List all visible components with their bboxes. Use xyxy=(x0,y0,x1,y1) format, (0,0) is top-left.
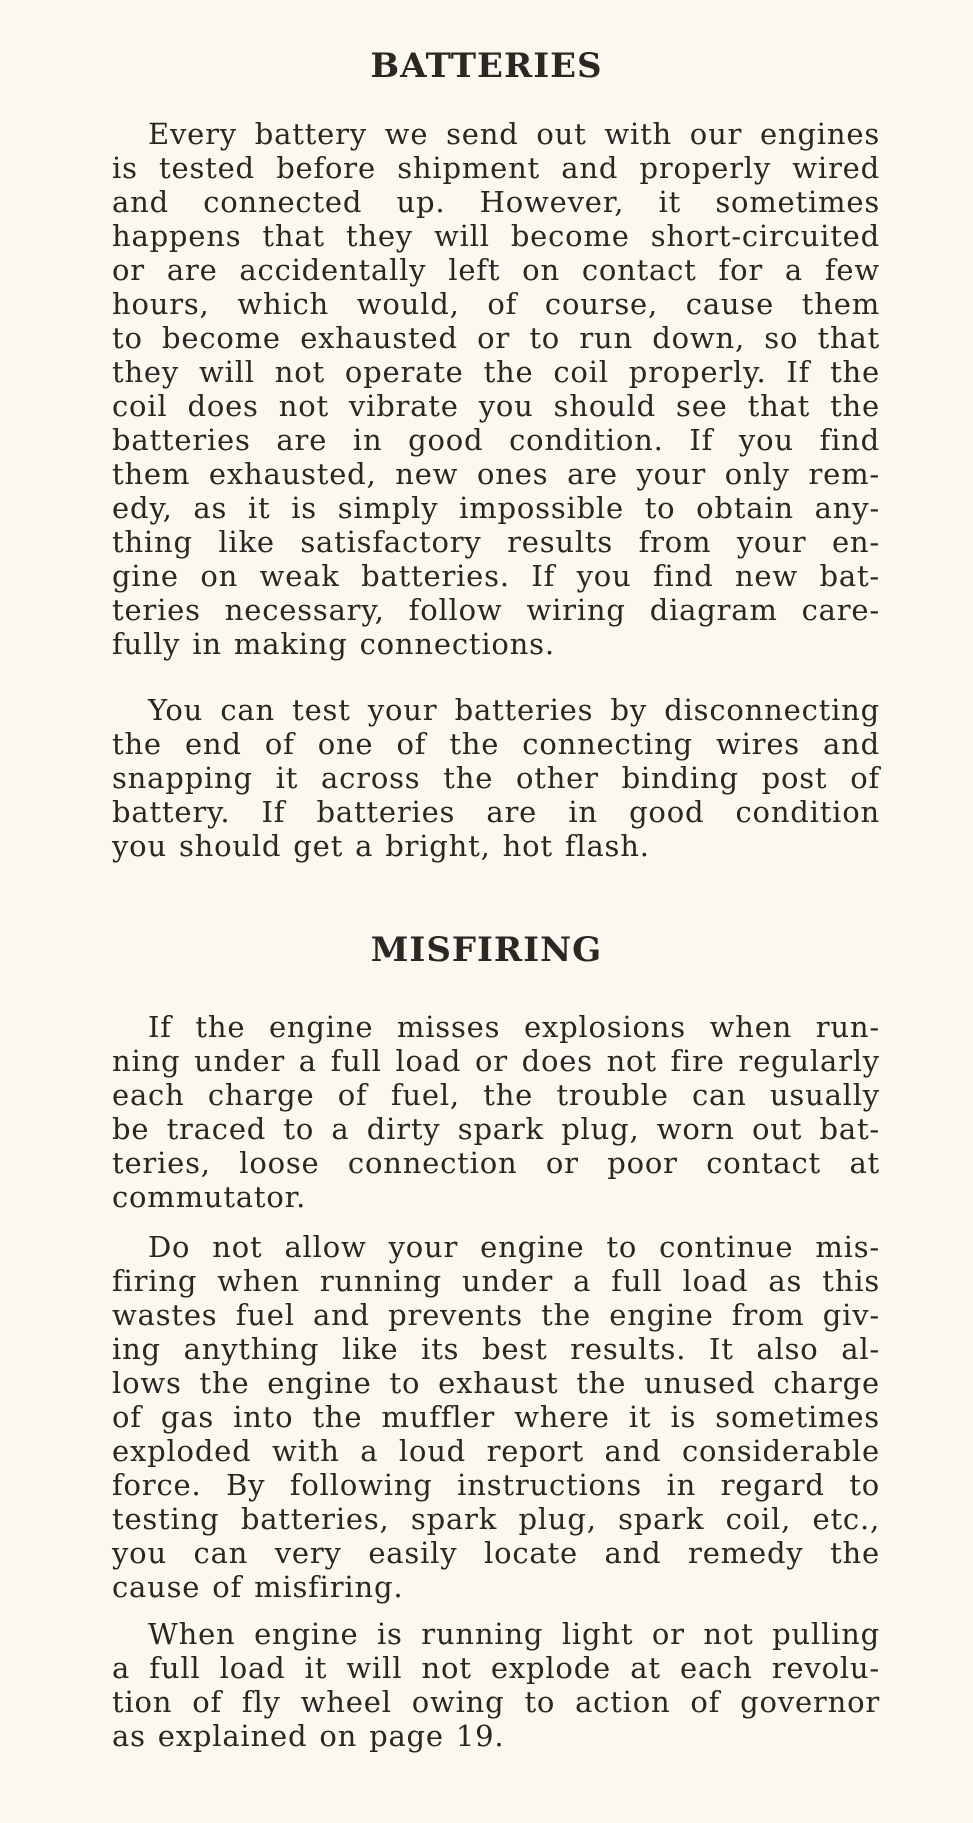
text-line: hours, which would, of course, cause them xyxy=(112,287,880,321)
text-line: testing batteries, spark plug, spark coil, etc., xyxy=(112,1502,880,1536)
text-line: them exhausted, new ones are your only rem- xyxy=(112,457,880,491)
text-line: ing anything like its best results. It also al- xyxy=(112,1332,880,1366)
text-line: commutator. xyxy=(112,1180,307,1214)
text-line: and connected up. However, it sometimes xyxy=(112,185,880,219)
batteries-paragraph-1 xyxy=(76,117,880,661)
text-line: a full load it will not explode at each revolu- xyxy=(112,1651,880,1685)
misfiring-paragraph-3 xyxy=(76,1617,880,1753)
section-heading-batteries: BATTERIES xyxy=(370,46,603,86)
text-line: of gas into the muffler where it is sometimes xyxy=(112,1400,880,1434)
text-line: edy, as it is simply impossible to obtain any- xyxy=(112,491,880,525)
text-line: batteries are in good condition. If you find xyxy=(112,423,880,457)
text-line: you can very easily locate and remedy the xyxy=(112,1536,880,1570)
text-line: force. By following instructions in regard to xyxy=(112,1468,880,1502)
text-line: happens that they will become short-circuited xyxy=(112,219,880,253)
text-line: battery. If batteries are in good condition xyxy=(112,795,880,829)
text-line: Every battery we send out with our engines xyxy=(148,117,880,151)
text-line: You can test your batteries by disconnecting xyxy=(148,693,880,727)
text-line: Do not allow your engine to continue mis- xyxy=(148,1230,880,1264)
text-line: thing like satisfactory results from your en- xyxy=(112,525,880,559)
text-line: they will not operate the coil properly. If the xyxy=(112,355,880,389)
text-line: teries, loose connection or poor contact at xyxy=(112,1146,880,1180)
misfiring-paragraph-1 xyxy=(76,1010,880,1214)
text-line: coil does not vibrate you should see that the xyxy=(112,389,880,423)
text-line: you should get a bright, hot flash. xyxy=(112,829,650,863)
text-line: or are accidentally left on contact for a few xyxy=(112,253,880,287)
section-heading-misfiring: MISFIRING xyxy=(370,930,603,970)
text-line: the end of one of the connecting wires and xyxy=(112,727,880,761)
text-line: wastes fuel and prevents the engine from giv- xyxy=(112,1298,880,1332)
text-line: If the engine misses explosions when run- xyxy=(148,1010,880,1044)
text-line: each charge of fuel, the trouble can usually xyxy=(112,1078,880,1112)
text-line: teries necessary, follow wiring diagram care- xyxy=(112,593,880,627)
text-line: to become exhausted or to run down, so that xyxy=(112,321,880,355)
text-line: exploded with a loud report and considerable xyxy=(112,1434,880,1468)
text-line: firing when running under a full load as this xyxy=(112,1264,880,1298)
text-line: ning under a full load or does not fire regularly xyxy=(112,1044,880,1078)
text-line: as explained on page 19. xyxy=(112,1719,505,1753)
text-line: When engine is running light or not pulling xyxy=(148,1617,880,1651)
text-line: is tested before shipment and properly wired xyxy=(112,151,880,185)
text-line: tion of fly wheel owing to action of governor xyxy=(112,1685,880,1719)
text-line: snapping it across the other binding post of xyxy=(112,761,880,795)
text-line: cause of misfiring. xyxy=(112,1570,404,1604)
misfiring-paragraph-2 xyxy=(76,1230,880,1604)
text-line: lows the engine to exhaust the unused charge xyxy=(112,1366,880,1400)
text-line: be traced to a dirty spark plug, worn out bat- xyxy=(112,1112,880,1146)
text-line: fully in making connections. xyxy=(112,627,555,661)
batteries-paragraph-2 xyxy=(76,693,880,863)
text-line: gine on weak batteries. If you find new bat- xyxy=(112,559,880,593)
